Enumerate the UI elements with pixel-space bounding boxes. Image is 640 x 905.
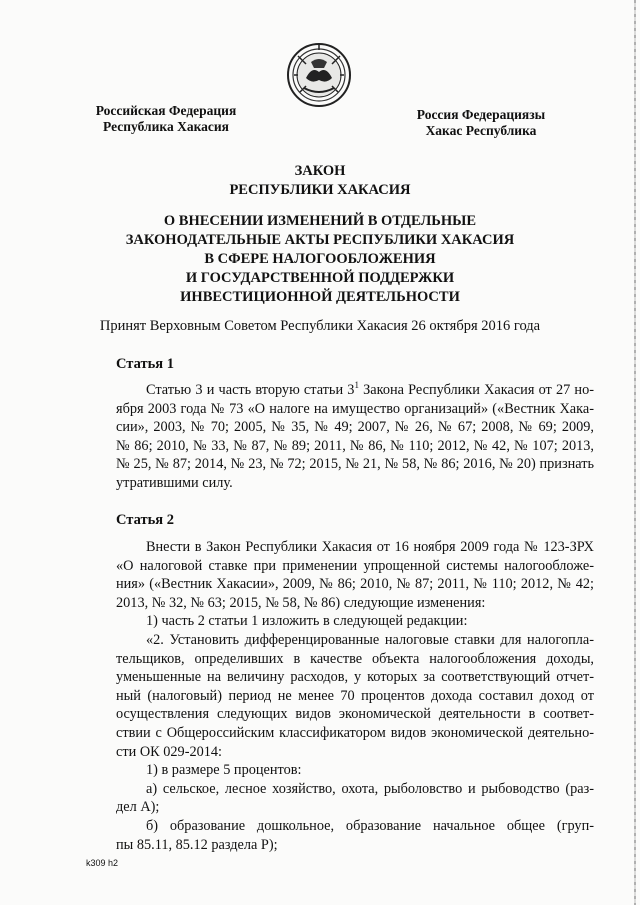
law-title: ЗАКОН	[294, 163, 346, 179]
header-left	[86, 103, 246, 135]
header-right-line-1: Россия Федерациязы	[416, 107, 546, 122]
article-1-line: утратившими силу.	[116, 474, 233, 491]
article-2-rate: 1) в размере 5 процентов:	[146, 762, 302, 779]
article-2-quote-line: «2. Установить дифференцированные налоговые ставки для налогопла-	[146, 631, 594, 648]
article-2-quote-line: ствии с Общероссийским классификатором видов экономической деятельно-	[116, 724, 594, 741]
header-left-line-2: Республика Хакасия	[103, 119, 229, 134]
law-republic: РЕСПУБЛИКИ ХАКАСИЯ	[229, 182, 411, 198]
law-subject-line: ЗАКОНОДАТЕЛЬНЫЕ АКТЫ РЕСПУБЛИКИ ХАКАСИЯ	[125, 232, 515, 248]
article-2-quote-line: ный (налоговый) период не менее 70 процентов дохода составил доход от	[116, 687, 594, 704]
article-2-quote-line: осуществления следующих видов экономической деятельности в соответ-	[116, 706, 594, 723]
header-right	[396, 107, 566, 139]
footer-code: k309 h2	[86, 858, 119, 868]
article-1-line: ября 2003 года № 73 «О налоге на имущество организаций» («Вестник Хака-	[116, 400, 594, 417]
article-1-line-start: Статью 3 и часть вторую статьи 3	[146, 382, 355, 398]
article-2-sub-a: дел А);	[116, 799, 160, 816]
article-2-item: 1) часть 2 статьи 1 изложить в следующей редакции:	[146, 613, 468, 630]
article-2-quote-line: тельщиков, определивших в качестве объекта налогообложения доходы,	[116, 650, 594, 667]
law-subject-line: И ГОСУДАРСТВЕННОЙ ПОДДЕРЖКИ	[185, 270, 455, 286]
article-2-line: Внести в Закон Республики Хакасия от 16 ноября 2009 года № 123-ЗРХ	[146, 539, 594, 555]
article-1-body	[116, 381, 594, 493]
law-subject-line: ИНВЕСТИЦИОННОЙ ДЕЯТЕЛЬНОСТИ	[180, 289, 460, 305]
law-subject-line: В СФЕРЕ НАЛОГООБЛОЖЕНИЯ	[204, 251, 436, 267]
article-1-heading: Статья 1	[116, 356, 174, 372]
article-2-line: 2013, № 32, № 63; 2015, № 58, № 86) следующие изменения:	[116, 594, 486, 611]
article-2-line: ния» («Вестник Хакасии», 2009, № 86; 2010, № 87; 2011, № 110; 2012, № 42;	[116, 576, 594, 593]
article-1-line: № 86; 2010, № 33, № 87, № 89; 2011, № 86, № 110; 2012, № 42, № 107; 2013,	[116, 437, 594, 454]
law-title-block	[60, 162, 580, 307]
article-1-line	[116, 381, 594, 400]
article-2-quote-line: уменьшенные на величину расходов, у которых за соответствующий отчет-	[116, 669, 594, 686]
article-2-sub-b: б) образование дошкольное, образование начальное общее (груп-	[146, 817, 594, 834]
superscript: 1	[354, 380, 359, 391]
scan-edge	[634, 0, 636, 905]
coat-of-arms-emblem	[286, 42, 352, 108]
article-2-sub-b: пы 85.11, 85.12 раздела Р);	[116, 836, 278, 853]
article-2-heading: Статья 2	[116, 512, 174, 528]
article-1-line: сии», 2003, № 70; 2005, № 35, № 49; 2007, № 26, № 67; 2008, № 69; 2009,	[116, 419, 594, 436]
adoption-statement: Принят Верховным Советом Республики Хакасия 26 октября 2016 года	[99, 318, 541, 334]
header-left-line-1: Российская Федерация	[95, 103, 237, 118]
header-right-line-2: Хакас Республика	[425, 123, 537, 138]
law-subject-line: О ВНЕСЕНИИ ИЗМЕНЕНИЙ В ОТДЕЛЬНЫЕ	[163, 213, 477, 229]
article-2-line: «О налоговой ставке при применении упрощенной системы налогообложе-	[116, 557, 594, 574]
article-2-sub-a: а) сельское, лесное хозяйство, охота, рыболовство и рыбоводство (раз-	[146, 780, 594, 797]
article-2-body	[116, 538, 594, 854]
article-2-quote-line: сти ОК 029-2014:	[116, 743, 223, 760]
article-1-line: № 25, № 87; 2014, № 23, № 72; 2015, № 21, № 58, № 86; 2016, № 20) признать	[116, 456, 594, 473]
article-1-line-end: Закона Республики Хакасия от 27 но-	[358, 382, 594, 398]
